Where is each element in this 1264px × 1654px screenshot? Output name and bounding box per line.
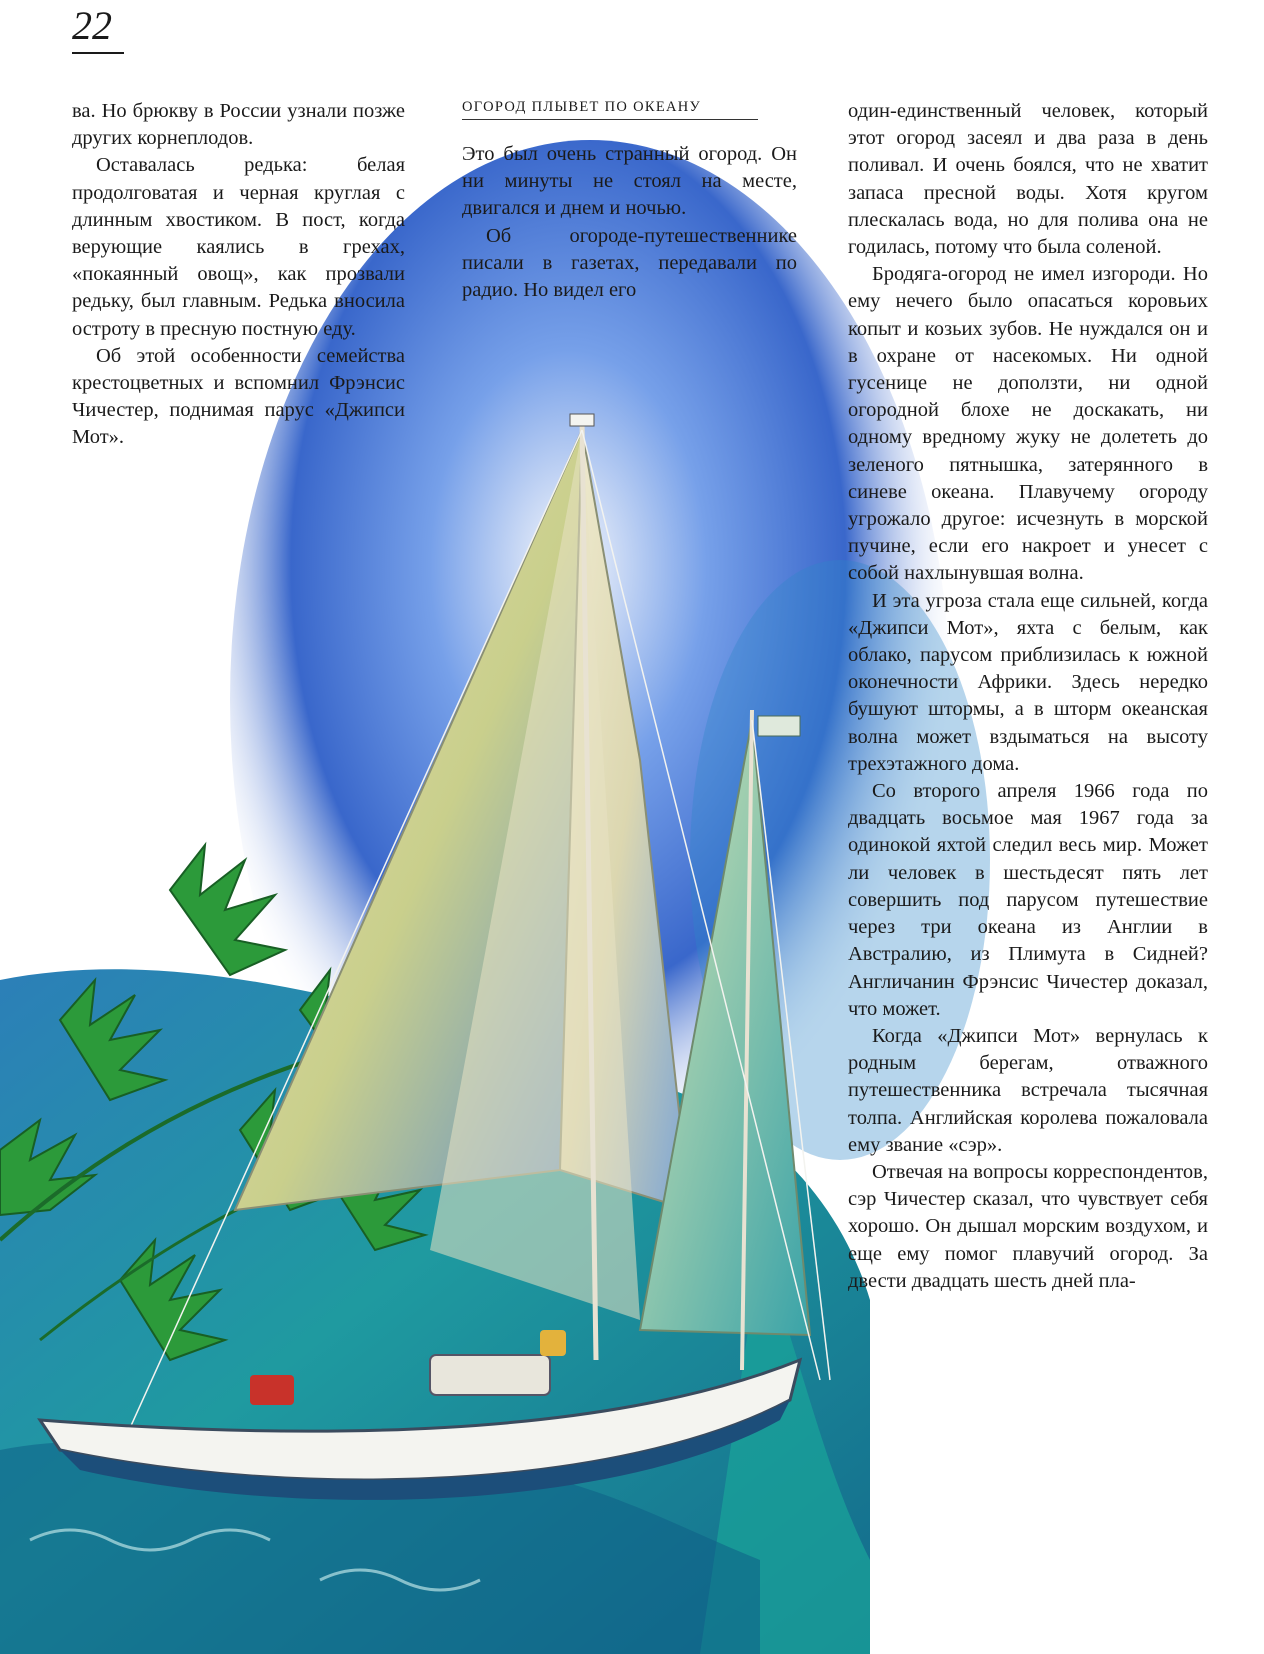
page-number: 22 xyxy=(72,3,112,48)
section-heading: ОГОРОД ПЛЫВЕТ ПО ОКЕАНУ xyxy=(462,97,758,120)
paragraph: Об огороде-путешественнике писали в газетах, передавали по радио. Но видел его xyxy=(462,224,797,302)
paragraph: Со второго апреля 1966 года по двадцать восьмое мая 1967 года за одинокой яхтой следил весь мир. Может ли человек в шестьдесят пять лет совершить под парусом путешествие через три океана из Англии в Австралию, из Плимута в Сидней? Англичанин Фрэнсис Чичестер доказал, что может. xyxy=(848,780,1208,1020)
paragraph: Когда «Джипси Мот» вернулась к родным берегам, отважного путешественника встречала тысячная толпа. Английская королева пожаловала ему звание «сэр». xyxy=(848,1024,1208,1156)
paragraph: И эта угроза стала еще сильней, когда «Джипси Мот», яхта с белым, как облако, парусом приблизилась к южной оконечности Африки. Здесь нередко бушуют штормы, а в шторм океанская волна может вздыматься на высоту трехэтажного дома. xyxy=(848,589,1208,775)
text-column-middle xyxy=(462,141,797,304)
paragraph: ва. Но брюкву в России узнали позже других корнеплодов. xyxy=(72,100,405,150)
paragraph: Бродяга-огород не имел изгороди. Но ему нечего было опасаться коровьих копыт и козьих зубов. Не нуждался он и в охране от насекомых. Ни одной гусенице не доползти, ни одной огородной блохе не доскакать, ни одному вредному жуку не долететь до зеленого пятнышка, затерянного в синеве океана. Плавучему огороду угрожало другое: исчезнуть в морской пучине, если его накроет и унесет с собой нахлынувшая волна. xyxy=(848,263,1208,585)
text-column-right xyxy=(848,98,1208,1295)
text-column-left xyxy=(72,98,405,452)
paragraph: Оставалась редька: белая продолговатая и черная круглая с длинным хвостиком. В пост, когда верующие каялись в грехах, «покаянный овощ», как прозвали редьку, был главным. Редька вносила остроту в пресную постную еду. xyxy=(72,154,405,340)
paragraph: Об этой особенности семейства крестоцветных и вспомнил Фрэнсис Чичестер, поднимая парус «Джипси Мот». xyxy=(72,344,405,449)
paragraph: один-единственный человек, который этот огород засеял и два раза в день поливал. И очень боялся, что не хватит запаса пресной воды. Хотя кругом плескалась вода, но для полива она не годилась, потому что была соленой. xyxy=(848,100,1208,259)
page-number-rule xyxy=(72,52,124,54)
paragraph: Это был очень странный огород. Он ни минуты не стоял на месте, двигался и днем и ночью. xyxy=(462,143,797,220)
paragraph: Отвечая на вопросы корреспондентов, сэр Чичестер сказал, что чувствует себя хорошо. Он дышал морским воздухом, и еще ему помог плавучий огород. За двести двадцать шесть дней пла- xyxy=(848,1160,1208,1292)
